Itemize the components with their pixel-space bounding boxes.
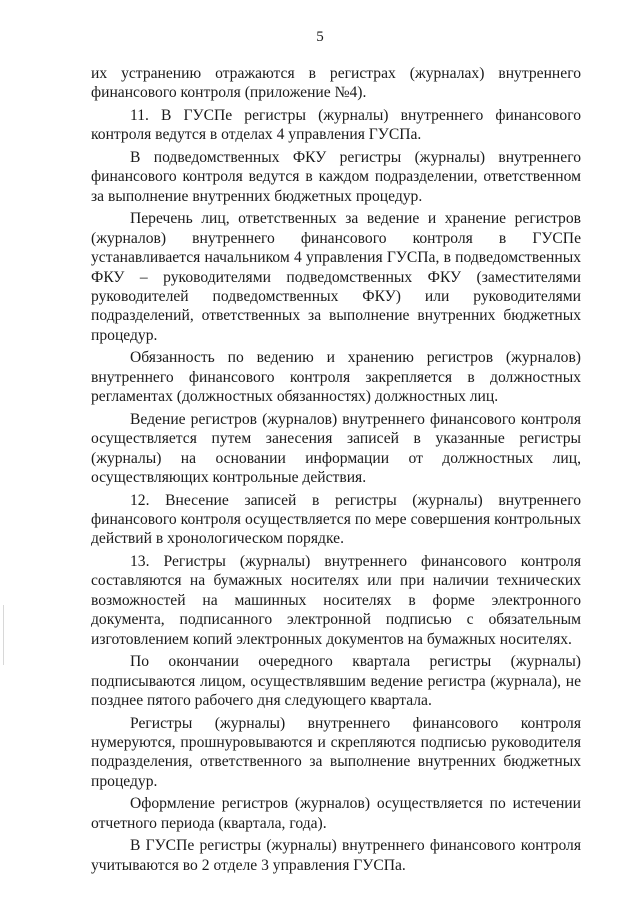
paragraph-13: 13. Регистры (журналы) внутреннего финансового контроля составляются на бумажных носителях или при наличии технических возможностей на машинных носителях в форме электронного документа, подписанного электронной подписью с обязательным изготовлением копий электронных документов на бумажных носителях. bbox=[91, 552, 581, 648]
document-body bbox=[91, 64, 581, 878]
paragraph-fku-registers: В подведомственных ФКУ регистры (журналы) внутреннего финансового контроля ведутся в каждом подразделении, ответственном за выполнение внутренних бюджетных процедур. bbox=[91, 148, 581, 205]
page-number: 5 bbox=[316, 29, 324, 45]
paragraph-responsible-persons: Перечень лиц, ответственных за ведение и хранение регистров (журналов) внутреннего финансового контроля в ГУСПе устанавливается начальником 4 управления ГУСПа, в подведомственных ФКУ – руководителями подведомственных ФКУ (заместителями руководителей подведомственных ФКУ) или руководителями подразделений, ответственных за выполнение внутренних бюджетных процедур. bbox=[91, 210, 581, 344]
paragraph-11: 11. В ГУСПе регистры (журналы) внутреннего финансового контроля ведутся в отделах 4 управления ГУСПа. bbox=[91, 106, 581, 144]
paragraph-register-maintenance: Ведение регистров (журналов) внутреннего финансового контроля осуществляется путем занесения записей в указанные регистры (журналы) на основании информации от должностных лиц, осуществляющих контрольные действия. bbox=[91, 410, 581, 487]
paragraph-formalization: Оформление регистров (журналов) осуществляется по истечении отчетного периода (квартала, года). bbox=[91, 795, 581, 832]
paragraph-numbering: Регистры (журналы) внутреннего финансового контроля нумеруются, прошнуровываются и скрепляются подписью руководителя подразделения, ответственного за выполнение внутренних бюджетных процедур. bbox=[91, 714, 581, 790]
paragraph-accounting: В ГУСПе регистры (журналы) внутреннего финансового контроля учитываются во 2 отделе 3 управления ГУСПа. bbox=[91, 837, 581, 874]
paragraph-12: 12. Внесение записей в регистры (журналы) внутреннего финансового контроля осуществляется по мере совершения контрольных действий в хронологическом порядке. bbox=[91, 491, 581, 548]
paragraph-duty-assignment: Обязанность по ведению и хранению регистров (журналов) внутреннего финансового контроля закрепляется в должностных регламентах (должностных обязанностях) должностных лиц. bbox=[91, 349, 581, 406]
scan-edge-mark bbox=[3, 605, 4, 665]
paragraph-quarter-signing: По окончании очередного квартала регистры (журналы) подписываются лицом, осуществлявшим ведение регистра (журнала), не позднее пятого рабочего дня следующего квартала. bbox=[91, 653, 581, 710]
paragraph-continuation: их устранению отражаются в регистрах (журналах) внутреннего финансового контроля (приложение №4). bbox=[91, 65, 581, 102]
